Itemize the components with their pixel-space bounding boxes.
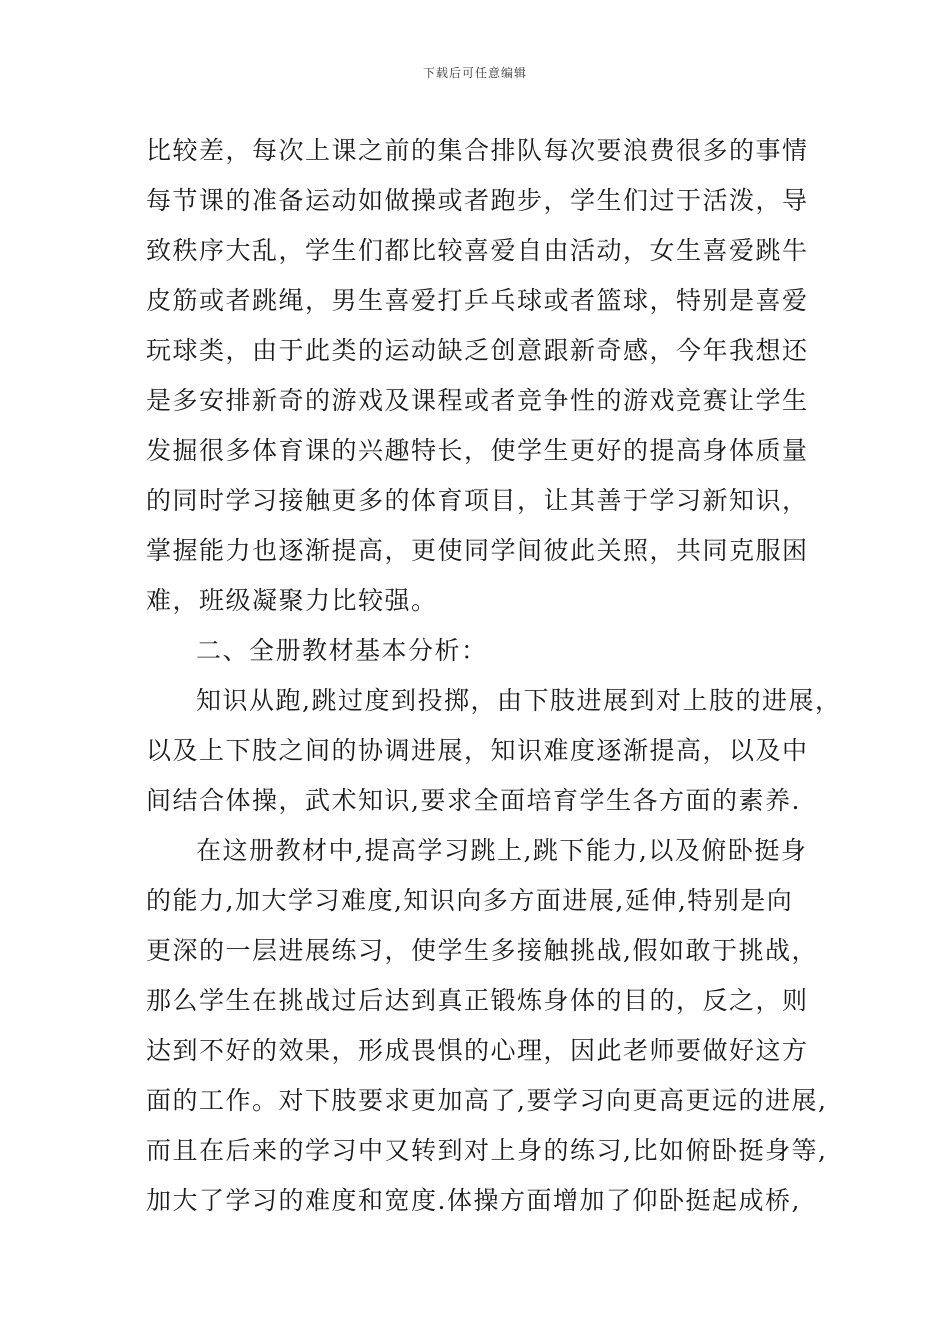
- text-line: 在这册教材中,提高学习跳上,跳下能力,以及俯卧挺身: [196, 836, 808, 865]
- text-line: 掌握能力也逐渐提高，更使同学间彼此关照，共同克服困: [146, 536, 809, 565]
- text-line: 的能力,加大学习难度,知识向多方面进展,延伸,特别是向: [146, 886, 794, 915]
- text-line: 以及上下肢之间的协调进展，知识难度逐渐提高，以及中: [146, 736, 809, 765]
- text-line: 是多安排新奇的游戏及课程或者竞争性的游戏竞赛让学生: [146, 386, 809, 415]
- text-line: 致秩序大乱，学生们都比较喜爱自由活动，女生喜爱跳牛: [146, 236, 809, 265]
- text-line: 面的工作。对下肢要求更加高了,要学习向更高更远的进展,: [146, 1086, 828, 1115]
- text-line: 那么学生在挑战过后达到真正锻炼身体的目的，反之，则: [146, 986, 809, 1015]
- text-line: 皮筋或者跳绳，男生喜爱打乒乓球或者篮球，特别是喜爱: [146, 286, 809, 315]
- text-line: 更深的一层进展练习，使学生多接触挑战,假如敢于挑战，: [146, 936, 818, 965]
- document-body: [146, 126, 842, 1226]
- text-line: 间结合体操，武术知识,要求全面培育学生各方面的素养.: [146, 786, 801, 815]
- text-line: 的同时学习接触更多的体育项目，让其善于学习新知识，: [146, 486, 809, 515]
- text-line: 而且在后来的学习中又转到对上身的练习,比如俯卧挺身等,: [146, 1136, 828, 1165]
- text-line: 难，班级凝聚力比较强。: [146, 586, 438, 615]
- text-line: 发掘很多体育课的兴趣特长，使学生更好的提高身体质量: [146, 436, 809, 465]
- text-line: 每节课的准备运动如做操或者跑步，学生们过于活泼，导: [146, 186, 809, 215]
- text-line: 比较差，每次上课之前的集合排队每次要浪费很多的事情: [146, 136, 809, 165]
- text-line: 达到不好的效果，形成畏惧的心理，因此老师要做好这方: [146, 1036, 809, 1065]
- section-heading: 二、全册教材基本分析：: [196, 636, 488, 665]
- text-line: 玩球类，由于此类的运动缺乏创意跟新奇感，今年我想还: [146, 336, 809, 365]
- text-line: 加大了学习的难度和宽度.体操方面增加了仰卧挺起成桥,: [146, 1186, 801, 1215]
- page-header-note: 下载后可任意编辑: [422, 66, 527, 80]
- text-line: 知识从跑,跳过度到投掷，由下肢进展到对上肢的进展，: [196, 686, 842, 715]
